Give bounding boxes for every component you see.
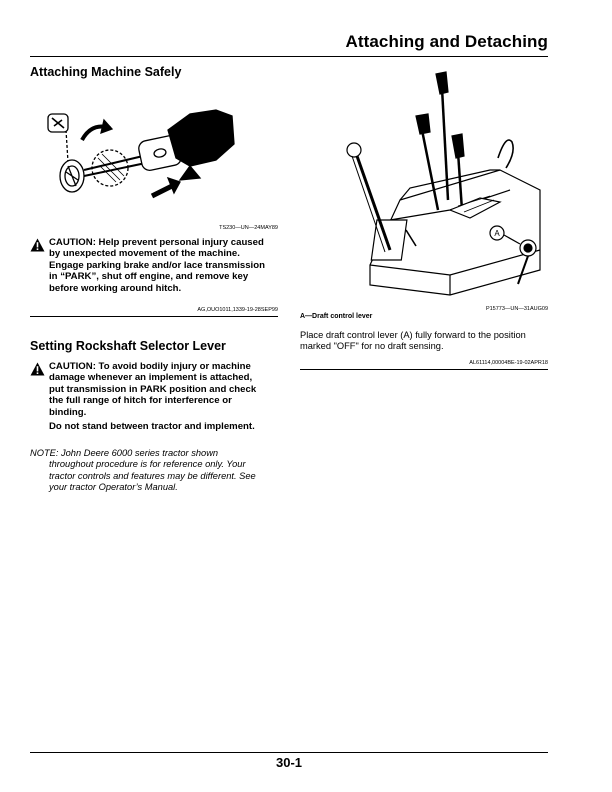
note-text: [30, 448, 290, 494]
caution-attaching: [49, 237, 289, 294]
figure-code-p15773: P15773—UN—31AUG09: [485, 306, 548, 312]
warning-triangle-icon: [30, 362, 45, 376]
page-title: Attaching and Detaching: [345, 32, 548, 51]
note-line: tractor controls and features may be different. See: [49, 470, 256, 481]
caution-line: the full range of hitch for interference or: [49, 395, 232, 407]
caution-line: before working around hitch.: [49, 282, 182, 294]
body-line: Place draft control lever (A) fully forward to the position: [300, 330, 526, 340]
callout-a-label: A: [494, 229, 500, 238]
caution-extra: Do not stand between tractor and implement.: [49, 421, 255, 432]
caution-line: binding.: [49, 406, 87, 418]
note-line: throughout procedure is for reference only. Your: [49, 459, 246, 470]
title-divider: [30, 56, 548, 57]
reference-code-al: AL61114,00004BE-19-02APR18: [469, 360, 548, 366]
footer-divider: [30, 752, 548, 753]
caution-line: in “PARK”, shut off engine, and remove key: [49, 271, 249, 283]
caution-line: by unexpected movement of the machine.: [49, 248, 240, 260]
caution-line: damage whenever an implement is attached,: [49, 372, 253, 384]
figure-caption: A—Draft control lever: [300, 313, 373, 320]
note-line: NOTE: John Deere 6000 series tractor shown: [30, 448, 219, 458]
instruction-text: [300, 330, 560, 353]
draft-control-lever-illustration: [330, 70, 550, 305]
note-line: your tractor Operator’s Manual.: [49, 482, 178, 493]
caution-rockshaft: [49, 361, 289, 418]
caution-line: CAUTION: To avoid bodily injury or machine: [49, 361, 251, 372]
section-divider: [300, 369, 548, 370]
ignition-key-illustration: [40, 100, 250, 210]
warning-triangle-icon: [30, 238, 45, 252]
section-heading-rockshaft: Setting Rockshaft Selector Lever: [30, 339, 226, 353]
section-divider: [30, 316, 278, 317]
page-number: 30-1: [275, 755, 303, 770]
body-line: marked "OFF" for no draft sensing.: [300, 341, 444, 352]
reference-code-ag: AG,OUO1011,1339-19-28SEP99: [197, 307, 278, 313]
caution-line: Engage parking brake and/or lace transmission: [49, 259, 265, 271]
caution-line: CAUTION: Help prevent personal injury caused: [49, 237, 264, 248]
section-heading-attaching: Attaching Machine Safely: [30, 65, 182, 79]
figure-code-ts230: TS230—UN—24MAY89: [219, 225, 278, 231]
caution-line: put transmission in PARK position and check: [49, 383, 257, 395]
